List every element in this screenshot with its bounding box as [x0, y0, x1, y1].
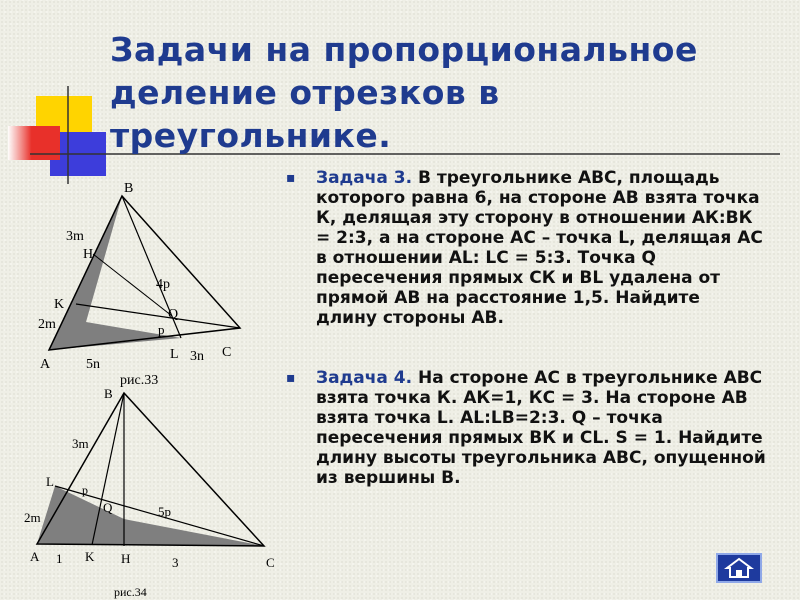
fig2-label-1: 1: [56, 551, 63, 566]
fig1-label-C: C: [222, 345, 232, 360]
title-line-2: деление отрезков в: [110, 73, 500, 112]
fig2-label-H: H: [121, 551, 131, 566]
title-line-3: треугольнике.: [110, 116, 392, 155]
figure-33: [38, 181, 240, 388]
task-3-text: В треугольнике АВС, площадь которого равна 6, на стороне АВ взята точка К, делящая эту сторону в отношении АК:ВК = 2:3, а на стороне АС – точка L, делящая АС в отношении AL: LC = 5:3. Точка Q пересечения прямых СК и BL удалена от прямой АВ на расстояние 1,5. Найдите длину стороны АВ.: [316, 168, 763, 328]
fig2-label-3: 3: [172, 555, 179, 570]
fig2-label-5p: 5p: [158, 504, 171, 519]
home-button[interactable]: [716, 553, 762, 583]
fig2-label-B: B: [104, 386, 113, 401]
task-3: [286, 168, 766, 328]
figure-34: [24, 386, 275, 599]
fig2-label-K: K: [85, 549, 95, 564]
task-4-text: На стороне АС в треугольнике АВС взята точка К. АК=1, КС = 3. На стороне АВ взята точка L. AL:LB=2:3. Q – точка пересечения прямых ВК и CL. S = 1. Найдите длину высоты треугольника АВС, опущенной из вершины В.: [316, 368, 766, 488]
fig2-label-Q: Q: [103, 500, 113, 515]
title-line-1: Задачи на пропорциональное: [110, 30, 698, 69]
fig1-label-Q: Q: [168, 307, 179, 322]
fig1-label-L: L: [170, 347, 179, 362]
fig1-label-2m: 2m: [38, 317, 56, 332]
bullet-icon: ▪: [286, 370, 296, 386]
figure2-shaded-region: [37, 486, 264, 546]
fig1-caption: рис.33: [120, 373, 159, 388]
task-4: [286, 368, 766, 488]
fig1-label-p: p: [158, 322, 165, 337]
fig2-label-2m: 2m: [24, 510, 41, 525]
home-icon: [724, 557, 754, 579]
fig1-label-3n: 3n: [190, 349, 204, 364]
fig2-label-p: p: [82, 483, 88, 497]
fig1-label-4p: 4p: [156, 277, 170, 292]
task-4-label: Задача 4.: [316, 368, 413, 388]
fig2-label-C: C: [266, 555, 275, 570]
task-3-label: Задача 3.: [316, 168, 413, 188]
fig1-label-H: H: [83, 247, 94, 262]
fig1-label-K: K: [54, 297, 65, 312]
fig1-label-B: B: [124, 181, 134, 196]
fig2-label-3m: 3m: [72, 436, 89, 451]
fig1-label-3m: 3m: [66, 229, 84, 244]
fig2-label-A: A: [30, 549, 40, 564]
fig1-label-5n: 5n: [86, 357, 100, 372]
task-list: [286, 168, 766, 488]
bullet-icon: ▪: [286, 170, 296, 186]
fig1-label-A: A: [40, 357, 51, 372]
fig2-label-L: L: [46, 474, 54, 489]
fig2-caption: рис.34: [114, 585, 147, 599]
